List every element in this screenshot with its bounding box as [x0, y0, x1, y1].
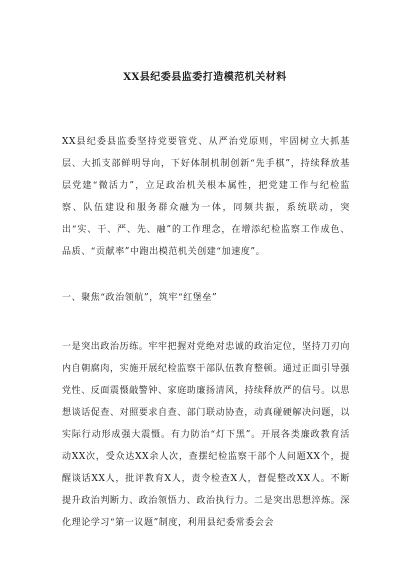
- document-title: XX县纪委县监委打造模范机关材料: [123, 72, 287, 83]
- section-paragraph: 一是突出政治历练。牢牢把握对党绝对忠诚的政治定位，坚持刀刃向内自朝腐肉，实施开展纪检监察干部队伍教育整顿。通过正面引导强党性、反面震慑敲警钟、家庭助廉扬清风，持续释放严的信号。以思想谈话促查、对照要求自查、部门联动协查，动真碰硬解决问题，以实际行动形成强大震慑。有力防治“灯下黑”。开展各类廉政教育活动XX次，受众达XX余人次，查摆纪检监察干部个人问题XX个，提醒谈话XX人，批评教育X人，责令检查X人，督促整改XX人。不断提升政治判断力、政治领悟力、政治执行力。二是突出思想淬炼。深化理论学习“第一议题”制度，利用县纪委常委会会: [62, 342, 351, 528]
- intro-paragraph: XX县纪委县监委坚持党要管党、从严治党原则，牢固树立大抓基层、大抓支部鲜明导向，下好体制机制创新“先手棋”，持续释放基层党建“微活力”，立足政治机关根本属性，把党建工作与纪检监察、队伍建设和服务群众融为一体，同频共振，系统联动，突出“实、干、严、先、融”的工作理念，在增添纪检监察工作成色、品质、“贡献率”中跑出模范机关创建“加速度”。: [62, 137, 350, 257]
- section-heading: 一、聚焦“政治领航”，筑牢“红堡垒”: [62, 293, 218, 303]
